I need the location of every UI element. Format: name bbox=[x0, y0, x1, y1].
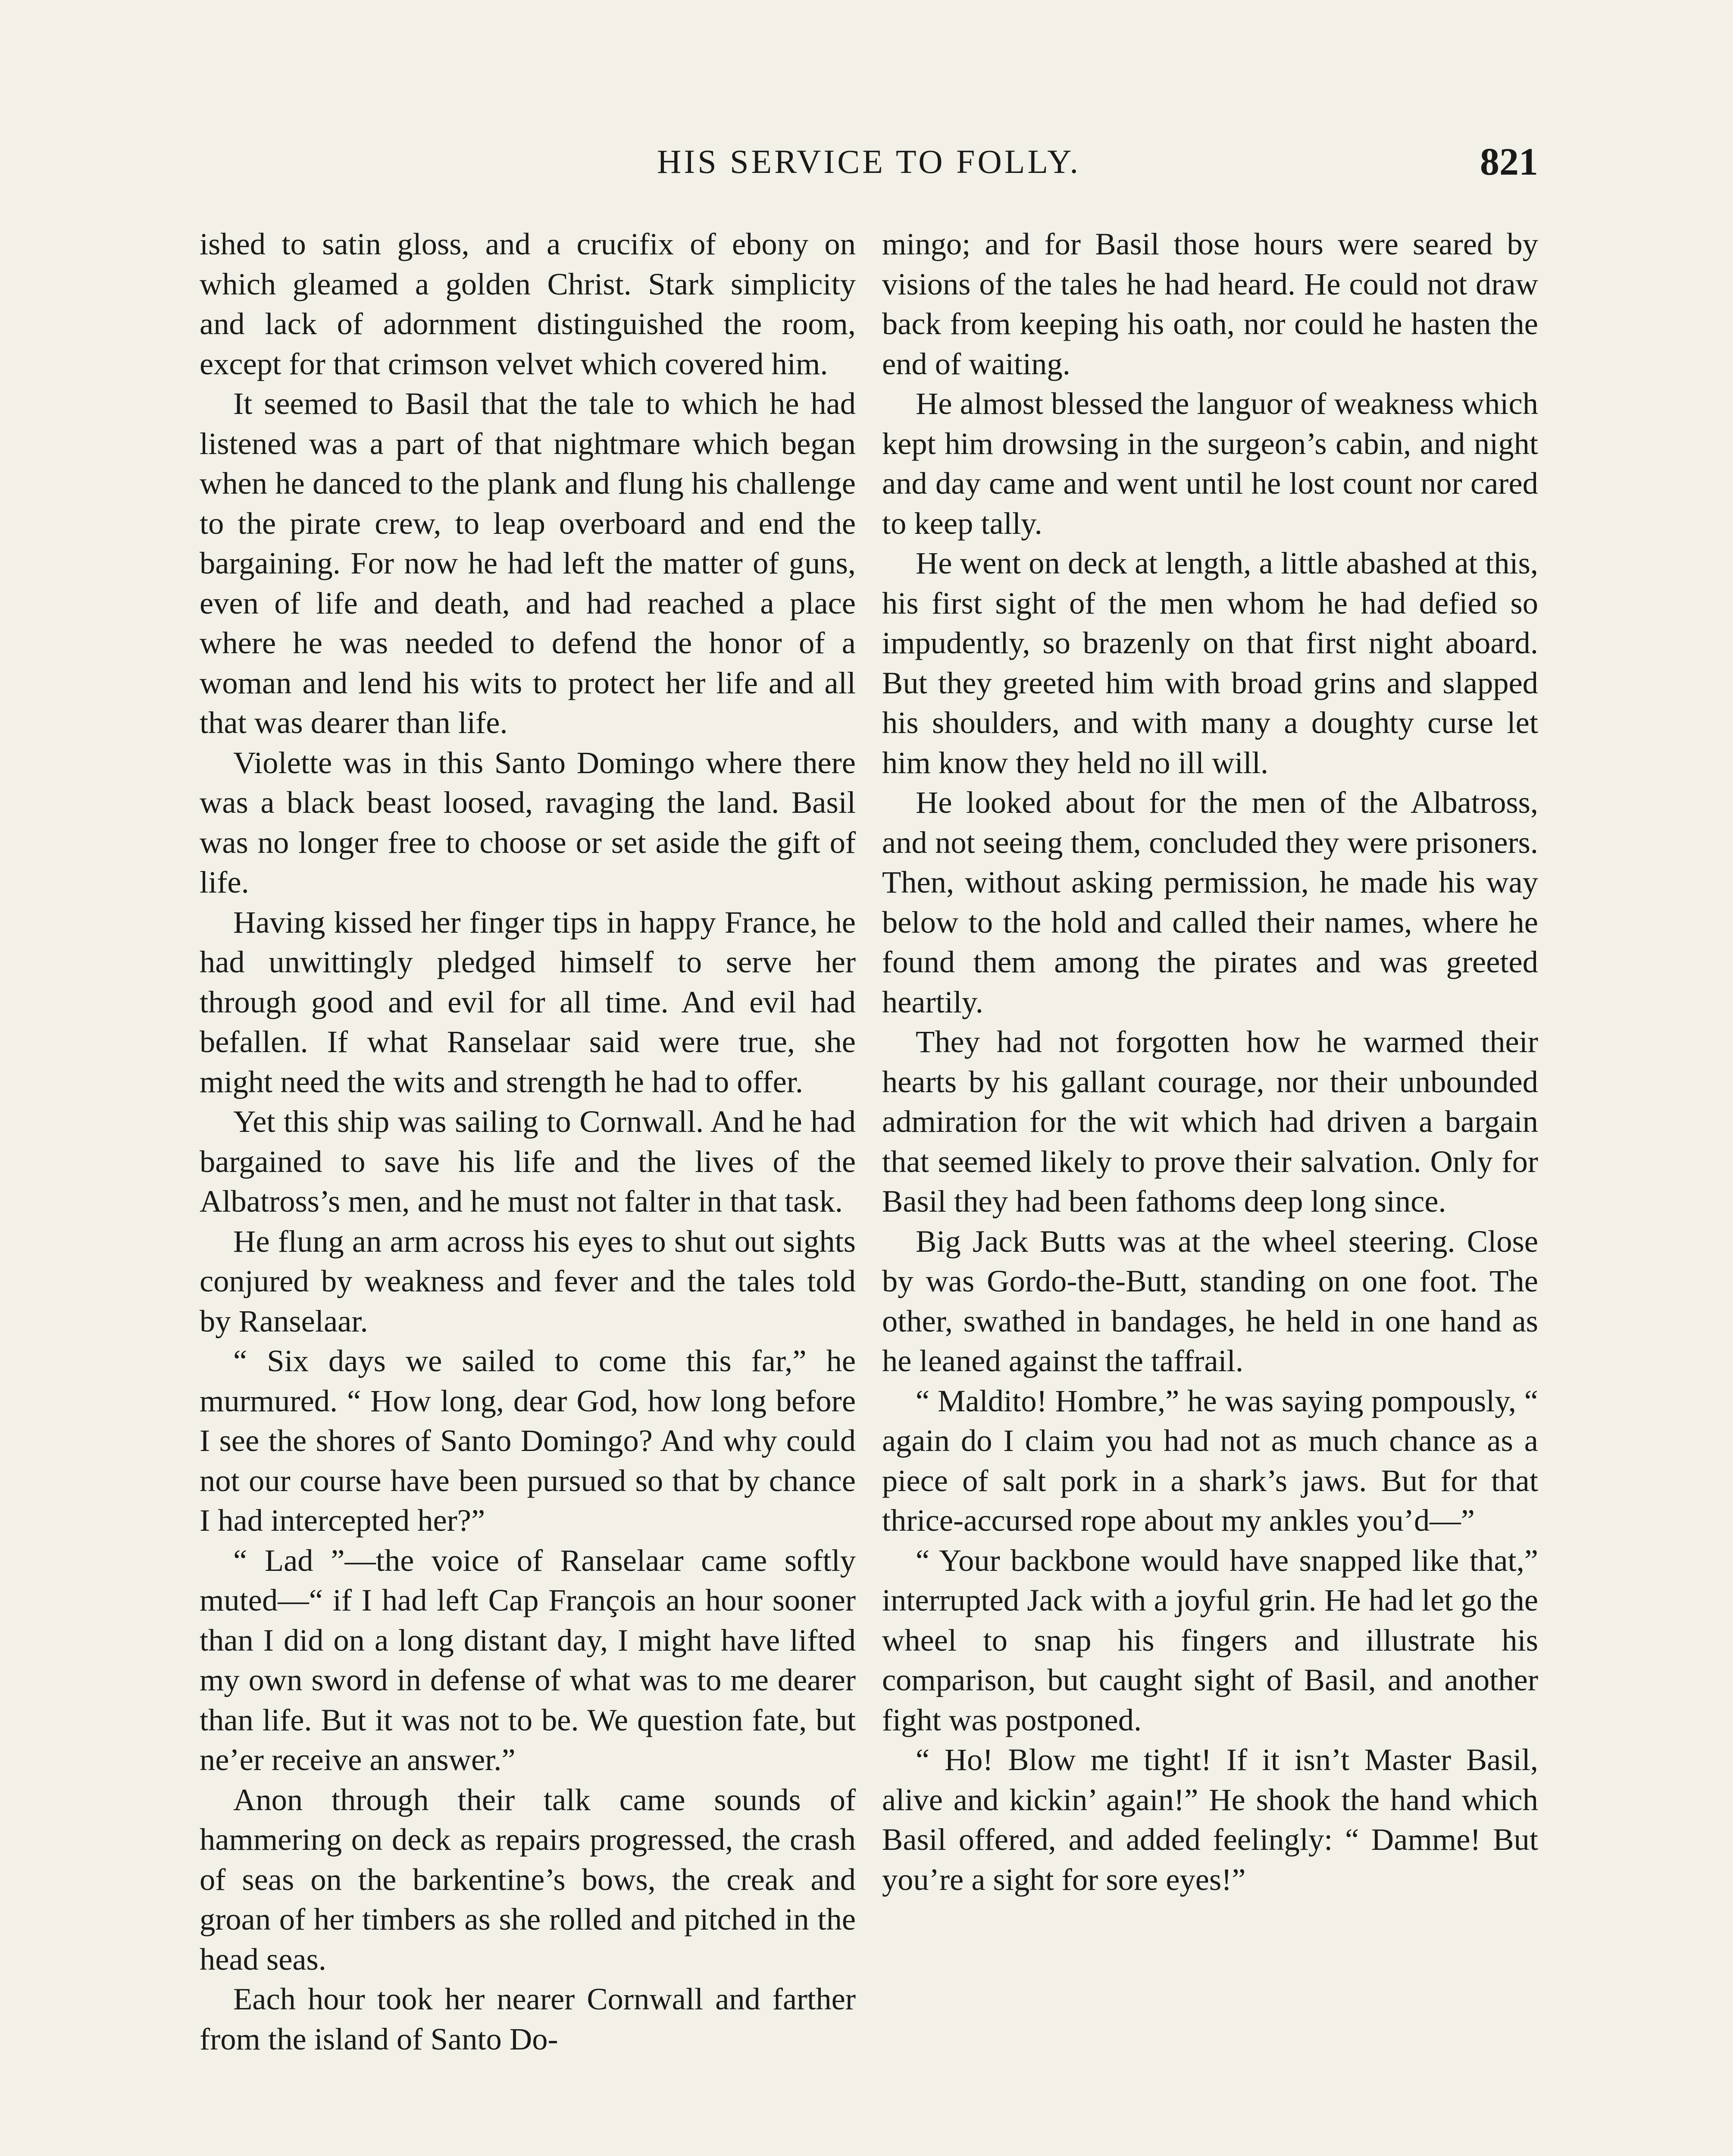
paragraph: He flung an arm across his eyes to shut out sights conjured by weakness and fever and the tales told by Ranselaar. bbox=[200, 1223, 856, 1338]
paragraph: Yet this ship was sailing to Cornwall. And he had bargained to save his life and the lives of the Albatross’s men, and he must not falter in that task. bbox=[200, 1104, 856, 1219]
paragraph: “ Ho! Blow me tight! If it isn’t Master Basil, alive and kickin’ again!” He shook the hand which Basil offered, and added feelingly: “ Damme! But you’re a sight for sore eyes!” bbox=[882, 1742, 1538, 1897]
paragraph: He went on deck at length, a little abashed at this, his first sight of the men whom he had defied so impudently, so brazenly on that first night aboard. But they greeted him with broad grins and slapped his shoulders, and with many a doughty curse let him know they held no ill will. bbox=[882, 545, 1538, 780]
paragraph: He almost blessed the languor of weakness which kept him drowsing in the surgeon’s cabin, and night and day came and went until he lost count nor cared to keep tally. bbox=[882, 386, 1538, 541]
paragraph: ished to satin gloss, and a crucifix of ebony on which gleamed a golden Christ. Stark simplicity and lack of adornment distinguished the room, except for that crimson velvet which covered him. bbox=[200, 226, 856, 381]
left-column bbox=[200, 224, 856, 2059]
paragraph: They had not forgotten how he warmed their hearts by his gallant courage, nor their unbounded admiration for the wit which had driven a bargain that seemed likely to prove their salvation. Only for Basil they had been fathoms deep long since. bbox=[882, 1024, 1538, 1219]
paragraph: “ Six days we sailed to come this far,” he murmured. “ How long, dear God, how long before I see the shores of Santo Domingo? And why could not our course have been pursued so that by chance I had intercepted her?” bbox=[200, 1343, 856, 1538]
running-title: HIS SERVICE TO FOLLY. bbox=[657, 143, 1081, 180]
page-number: 821 bbox=[1480, 141, 1538, 183]
paragraph: Each hour took her nearer Cornwall and farther from the island of Santo Do- bbox=[200, 1981, 856, 2056]
paragraph: Anon through their talk came sounds of hammering on deck as repairs progressed, the crash of seas on the barkentine’s bows, the creak and groan of her timbers as she rolled and pitched in the head seas. bbox=[200, 1782, 856, 1977]
paragraph: He looked about for the men of the Albatross, and not seeing them, concluded they were prisoners. Then, without asking permission, he made his way below to the hold and called their names, where he found them among the pirates and was greeted heartily. bbox=[882, 785, 1538, 1019]
paragraph: Big Jack Butts was at the wheel steering. Close by was Gordo-the-Butt, standing on one foot. The other, swathed in bandages, he held in one hand as he leaned against the taffrail. bbox=[882, 1223, 1538, 1378]
right-column bbox=[882, 224, 1538, 1899]
page-header bbox=[200, 142, 1538, 207]
paragraph: “ Lad ”—the voice of Ranselaar came softly muted—“ if I had left Cap François an hour sooner than I did on a long distant day, I might have lifted my own sword in defense of what was to me dearer than life. But it was not to be. We question fate, but ne’er receive an answer.” bbox=[200, 1542, 856, 1777]
paragraph: mingo; and for Basil those hours were seared by visions of the tales he had heard. He could not draw back from keeping his oath, nor could he hasten the end of waiting. bbox=[882, 226, 1538, 381]
paragraph: “ Maldito! Hombre,” he was saying pompously, “ again do I claim you had not as much chance as a piece of salt pork in a shark’s jaws. But for that thrice-accursed rope about my ankles you’d—” bbox=[882, 1383, 1538, 1538]
paragraph: Having kissed her finger tips in happy France, he had unwittingly pledged himself to serve her through good and evil for all time. And evil had befallen. If what Ranselaar said were true, she might need the wits and strength he had to offer. bbox=[200, 904, 856, 1099]
paragraph: Violette was in this Santo Domingo where there was a black beast loosed, ravaging the land. Basil was no longer free to choose or set aside the gift of life. bbox=[200, 745, 856, 899]
paragraph: “ Your backbone would have snapped like that,” interrupted Jack with a joyful grin. He had let go the wheel to snap his fingers and illustrate his comparison, but caught sight of Basil, and another fight was postponed. bbox=[882, 1542, 1538, 1737]
paragraph: It seemed to Basil that the tale to which he had listened was a part of that nightmare which began when he danced to the plank and flung his challenge to the pirate crew, to leap overboard and end the bargaining. For now he had left the matter of guns, even of life and death, and had reached a place where he was needed to defend the honor of a woman and lend his wits to protect her life and all that was dearer than life. bbox=[200, 386, 856, 740]
